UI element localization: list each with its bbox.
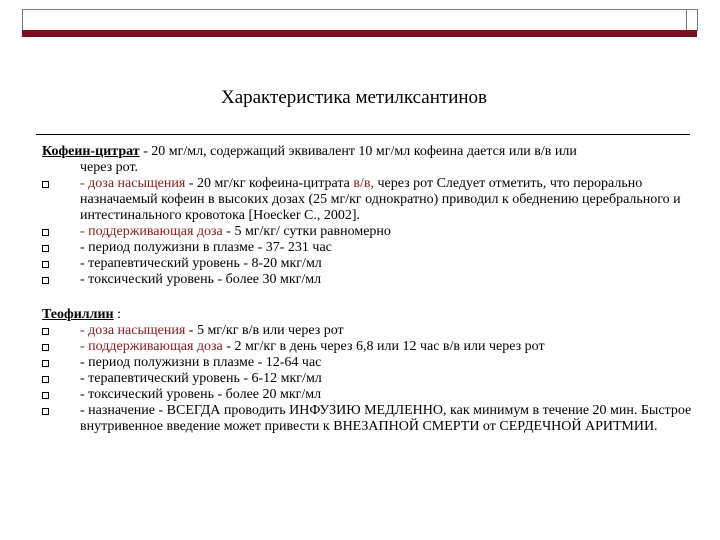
caffeine-heading: Кофеин-цитрат - 20 мг/мл, содержащий эквивалент 10 мг/мл кофеина дается или в/в или через рот. bbox=[42, 144, 577, 175]
slide-body bbox=[42, 144, 692, 435]
list-item: - терапевтический уровень - 8-20 мкг/мл bbox=[42, 256, 692, 272]
list-item: - терапевтический уровень - 6-12 мкг/мл bbox=[42, 371, 692, 387]
square-bullet-icon bbox=[42, 360, 49, 367]
header-stripe bbox=[22, 30, 697, 37]
square-bullet-icon bbox=[42, 245, 49, 252]
list-item: - токсический уровень - более 20 мкг/мл bbox=[42, 387, 692, 403]
square-bullet-icon bbox=[42, 344, 49, 351]
theophylline-list bbox=[42, 323, 692, 435]
caffeine-title: Кофеин-цитрат bbox=[42, 144, 140, 159]
slide-title: Характеристика метилксантинов bbox=[220, 87, 488, 108]
square-bullet-icon bbox=[42, 392, 49, 399]
square-bullet-icon bbox=[42, 408, 49, 415]
square-bullet-icon bbox=[42, 261, 49, 268]
list-item: - токсический уровень - более 30 мкг/мл bbox=[42, 272, 692, 288]
list-item: - доза насыщения - 20 мг/кг кофеина-цитрата в/в, через рот Следует отметить, что перорально назначаемый кофеин в высоких дозах (25 мг/кг однократно) приводил к обеднению церебрального и интестинального кровотока [Hoecker C., 2002]. bbox=[42, 176, 692, 224]
list-item: - назначение - ВСЕГДА проводить ИНФУЗИЮ МЕДЛЕННО, как минимум в течение 20 мин. Быстрое внутривенное введение может привести к ВНЕЗАПНОЙ СМЕРТИ от СЕРДЕЧНОЙ АРИТМИИ. bbox=[42, 403, 692, 435]
theophylline-heading: Теофиллин : bbox=[42, 307, 122, 322]
square-bullet-icon bbox=[42, 277, 49, 284]
list-item: - доза насыщения - 5 мг/кг в/в или через рот bbox=[42, 323, 692, 339]
caffeine-list bbox=[42, 176, 692, 288]
list-item: - период полужизни в плазме - 37- 231 час bbox=[42, 240, 692, 256]
square-bullet-icon bbox=[42, 328, 49, 335]
square-bullet-icon bbox=[42, 376, 49, 383]
title-divider bbox=[36, 134, 690, 135]
square-bullet-icon bbox=[42, 229, 49, 236]
theophylline-title: Теофиллин bbox=[42, 307, 114, 322]
list-item: - поддерживающая доза - 5 мг/кг/ сутки равномерно bbox=[42, 224, 692, 240]
header-corner-square bbox=[686, 9, 698, 31]
list-item: - поддерживающая доза - 2 мг/кг в день через 6,8 или 12 час в/в или через рот bbox=[42, 339, 692, 355]
list-item: - период полужизни в плазме - 12-64 час bbox=[42, 355, 692, 371]
square-bullet-icon bbox=[42, 181, 49, 188]
